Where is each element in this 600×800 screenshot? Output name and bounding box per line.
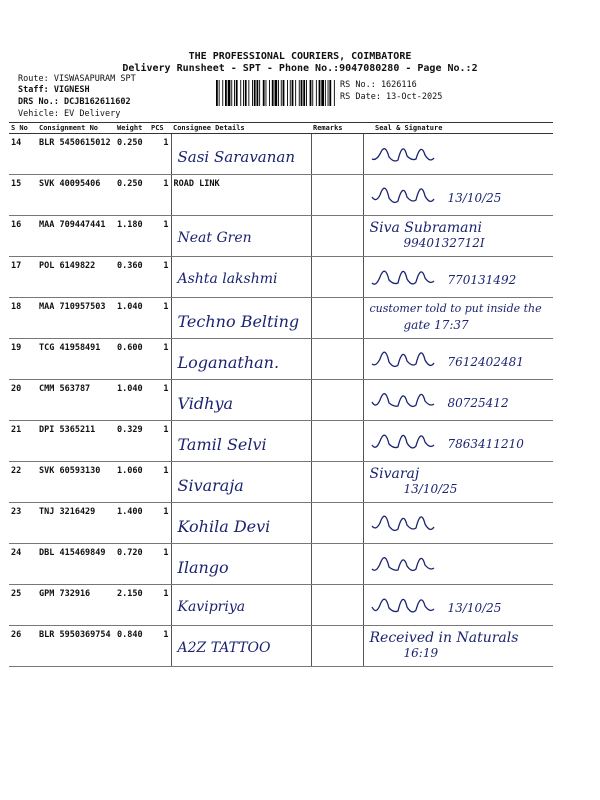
signature-text: Sivaraj bbox=[369, 466, 420, 482]
consignment-cell: CMM 563787 bbox=[37, 380, 115, 421]
sno-cell: 17 bbox=[9, 257, 37, 298]
remarks-cell bbox=[311, 462, 363, 503]
table-row bbox=[9, 257, 553, 298]
runsheet-table bbox=[9, 122, 553, 667]
signature-note: 13/10/25 bbox=[447, 601, 502, 615]
consignee-cell bbox=[171, 216, 311, 257]
pcs-cell: 1 bbox=[149, 216, 171, 257]
weight-cell: 1.180 bbox=[115, 216, 149, 257]
consignment-cell: SVK 40095406 bbox=[37, 175, 115, 216]
consignee-handwritten: Kavipriya bbox=[177, 599, 246, 615]
signature-cell bbox=[363, 134, 553, 175]
company-title: THE PROFESSIONAL COURIERS, COIMBATORE bbox=[188, 51, 412, 62]
remarks-cell bbox=[311, 216, 363, 257]
signature-text: customer told to put inside the bbox=[369, 302, 542, 315]
consignment-cell: POL 6149822 bbox=[37, 257, 115, 298]
signature-text: Received in Naturals bbox=[369, 630, 519, 646]
sno-cell: 22 bbox=[9, 462, 37, 503]
sno-cell: 14 bbox=[9, 134, 37, 175]
sno-cell: 23 bbox=[9, 503, 37, 544]
col-consignee: Consignee Details bbox=[171, 123, 311, 134]
consignee-cell bbox=[171, 134, 311, 175]
remarks-cell bbox=[311, 421, 363, 462]
consignee-handwritten: Ashta lakshmi bbox=[177, 271, 278, 287]
consignee-cell bbox=[171, 626, 311, 667]
signature-scribble-icon bbox=[370, 589, 440, 619]
signature-cell bbox=[363, 503, 553, 544]
signature-note: 13/10/25 bbox=[447, 191, 502, 205]
table-row bbox=[9, 380, 553, 421]
consignee-cell bbox=[171, 298, 311, 339]
consignment-cell: SVK 60593130 bbox=[37, 462, 115, 503]
table-row bbox=[9, 462, 553, 503]
col-pcs: PCS bbox=[149, 123, 171, 134]
pcs-cell: 1 bbox=[149, 626, 171, 667]
consignee-handwritten: A2Z TATTOO bbox=[177, 640, 271, 656]
consignee-cell bbox=[171, 421, 311, 462]
barcode-icon bbox=[216, 80, 336, 106]
signature-text: Siva Subramani bbox=[369, 220, 482, 236]
consignment-cell: BLR 5450615012 bbox=[37, 134, 115, 175]
remarks-cell bbox=[311, 585, 363, 626]
remarks-cell bbox=[311, 175, 363, 216]
consignment-cell: GPM 732916 bbox=[37, 585, 115, 626]
signature-note: 16:19 bbox=[403, 646, 439, 660]
pcs-cell: 1 bbox=[149, 462, 171, 503]
weight-cell: 0.720 bbox=[115, 544, 149, 585]
consignee-cell bbox=[171, 503, 311, 544]
signature-cell bbox=[363, 298, 553, 339]
remarks-cell bbox=[311, 626, 363, 667]
table-row bbox=[9, 544, 553, 585]
consignee-handwritten: Loganathan. bbox=[177, 353, 280, 372]
sno-cell: 21 bbox=[9, 421, 37, 462]
signature-scribble-icon bbox=[370, 138, 440, 168]
consignee-handwritten: Sivaraja bbox=[177, 476, 244, 495]
table-row bbox=[9, 585, 553, 626]
weight-cell: 0.840 bbox=[115, 626, 149, 667]
signature-note: gate 17:37 bbox=[403, 318, 469, 332]
weight-cell: 0.600 bbox=[115, 339, 149, 380]
table-row bbox=[9, 298, 553, 339]
signature-scribble-icon bbox=[370, 425, 440, 455]
table-row bbox=[9, 216, 553, 257]
drs-label: DRS No.: DCJB162611602 bbox=[18, 97, 131, 107]
pcs-cell: 1 bbox=[149, 503, 171, 544]
consignee-cell bbox=[171, 175, 311, 216]
rs-date: RS Date: 13-Oct-2025 bbox=[340, 92, 443, 102]
runsheet-subtitle: Delivery Runsheet - SPT - Phone No.:9047080280 - Page No.:2 bbox=[122, 63, 478, 74]
consignee-cell bbox=[171, 339, 311, 380]
signature-cell bbox=[363, 175, 553, 216]
consignment-cell: BLR 5950369754 bbox=[37, 626, 115, 667]
consignment-cell: MAA 709447441 bbox=[37, 216, 115, 257]
consignee-handwritten: Ilango bbox=[177, 558, 229, 577]
pcs-cell: 1 bbox=[149, 544, 171, 585]
sno-cell: 20 bbox=[9, 380, 37, 421]
table-header-row bbox=[9, 123, 553, 134]
signature-cell bbox=[363, 626, 553, 667]
vehicle-label: Vehicle: EV Delivery bbox=[18, 109, 121, 119]
col-signature: Seal & Signature bbox=[363, 123, 553, 134]
consignee-cell bbox=[171, 257, 311, 298]
col-consignment: Consignment No bbox=[37, 123, 115, 134]
consignee-cell bbox=[171, 544, 311, 585]
signature-note: 80725412 bbox=[447, 396, 509, 410]
table-row bbox=[9, 421, 553, 462]
sno-cell: 24 bbox=[9, 544, 37, 585]
route-label: Route: VISWASAPURAM SPT bbox=[18, 74, 136, 84]
col-sno: S No bbox=[9, 123, 37, 134]
signature-cell bbox=[363, 462, 553, 503]
weight-cell: 1.060 bbox=[115, 462, 149, 503]
remarks-cell bbox=[311, 503, 363, 544]
pcs-cell: 1 bbox=[149, 421, 171, 462]
consignee-printed: ROAD LINK bbox=[173, 179, 220, 189]
signature-cell bbox=[363, 257, 553, 298]
signature-scribble-icon bbox=[370, 179, 440, 209]
pcs-cell: 1 bbox=[149, 134, 171, 175]
signature-note: 770131492 bbox=[447, 273, 517, 287]
sno-cell: 16 bbox=[9, 216, 37, 257]
weight-cell: 1.040 bbox=[115, 380, 149, 421]
consignment-cell: MAA 710957503 bbox=[37, 298, 115, 339]
table-row bbox=[9, 134, 553, 175]
weight-cell: 1.040 bbox=[115, 298, 149, 339]
weight-cell: 2.150 bbox=[115, 585, 149, 626]
table-row bbox=[9, 339, 553, 380]
remarks-cell bbox=[311, 380, 363, 421]
consignee-cell bbox=[171, 380, 311, 421]
remarks-cell bbox=[311, 257, 363, 298]
consignee-handwritten: Kohila Devi bbox=[177, 517, 271, 536]
table-row bbox=[9, 175, 553, 216]
signature-scribble-icon bbox=[370, 343, 440, 373]
consignee-handwritten: Sasi Saravanan bbox=[177, 148, 295, 166]
signature-cell bbox=[363, 421, 553, 462]
sno-cell: 18 bbox=[9, 298, 37, 339]
signature-scribble-icon bbox=[370, 384, 440, 414]
sno-cell: 15 bbox=[9, 175, 37, 216]
weight-cell: 1.400 bbox=[115, 503, 149, 544]
consignment-cell: DPI 5365211 bbox=[37, 421, 115, 462]
table-row bbox=[9, 503, 553, 544]
consignee-cell bbox=[171, 462, 311, 503]
table-row bbox=[9, 626, 553, 667]
signature-scribble-icon bbox=[370, 261, 440, 291]
consignee-handwritten: Vidhya bbox=[177, 394, 234, 413]
signature-note: 13/10/25 bbox=[403, 482, 458, 496]
pcs-cell: 1 bbox=[149, 298, 171, 339]
pcs-cell: 1 bbox=[149, 339, 171, 380]
sno-cell: 19 bbox=[9, 339, 37, 380]
weight-cell: 0.329 bbox=[115, 421, 149, 462]
col-remarks: Remarks bbox=[311, 123, 363, 134]
consignee-handwritten: Techno Belting bbox=[177, 312, 300, 331]
remarks-cell bbox=[311, 339, 363, 380]
signature-cell bbox=[363, 216, 553, 257]
signature-note: 7863411210 bbox=[447, 437, 524, 451]
weight-cell: 0.360 bbox=[115, 257, 149, 298]
pcs-cell: 1 bbox=[149, 380, 171, 421]
signature-note: 9940132712I bbox=[403, 236, 485, 250]
remarks-cell bbox=[311, 544, 363, 585]
signature-scribble-icon bbox=[370, 507, 440, 537]
col-weight: Weight bbox=[115, 123, 149, 134]
signature-note: 7612402481 bbox=[447, 355, 524, 369]
pcs-cell: 1 bbox=[149, 257, 171, 298]
signature-cell bbox=[363, 585, 553, 626]
rs-number: RS No.: 1626116 bbox=[340, 80, 417, 90]
consignment-cell: DBL 415469849 bbox=[37, 544, 115, 585]
signature-cell bbox=[363, 380, 553, 421]
remarks-cell bbox=[311, 134, 363, 175]
signature-cell bbox=[363, 339, 553, 380]
sno-cell: 25 bbox=[9, 585, 37, 626]
pcs-cell: 1 bbox=[149, 585, 171, 626]
signature-scribble-icon bbox=[370, 548, 440, 578]
consignment-cell: TNJ 3216429 bbox=[37, 503, 115, 544]
weight-cell: 0.250 bbox=[115, 134, 149, 175]
consignee-handwritten: Neat Gren bbox=[177, 230, 252, 246]
sno-cell: 26 bbox=[9, 626, 37, 667]
consignment-cell: TCG 41958491 bbox=[37, 339, 115, 380]
consignee-handwritten: Tamil Selvi bbox=[177, 435, 267, 454]
remarks-cell bbox=[311, 298, 363, 339]
pcs-cell: 1 bbox=[149, 175, 171, 216]
weight-cell: 0.250 bbox=[115, 175, 149, 216]
signature-cell bbox=[363, 544, 553, 585]
consignee-cell bbox=[171, 585, 311, 626]
staff-label: Staff: VIGNESH bbox=[18, 85, 90, 95]
